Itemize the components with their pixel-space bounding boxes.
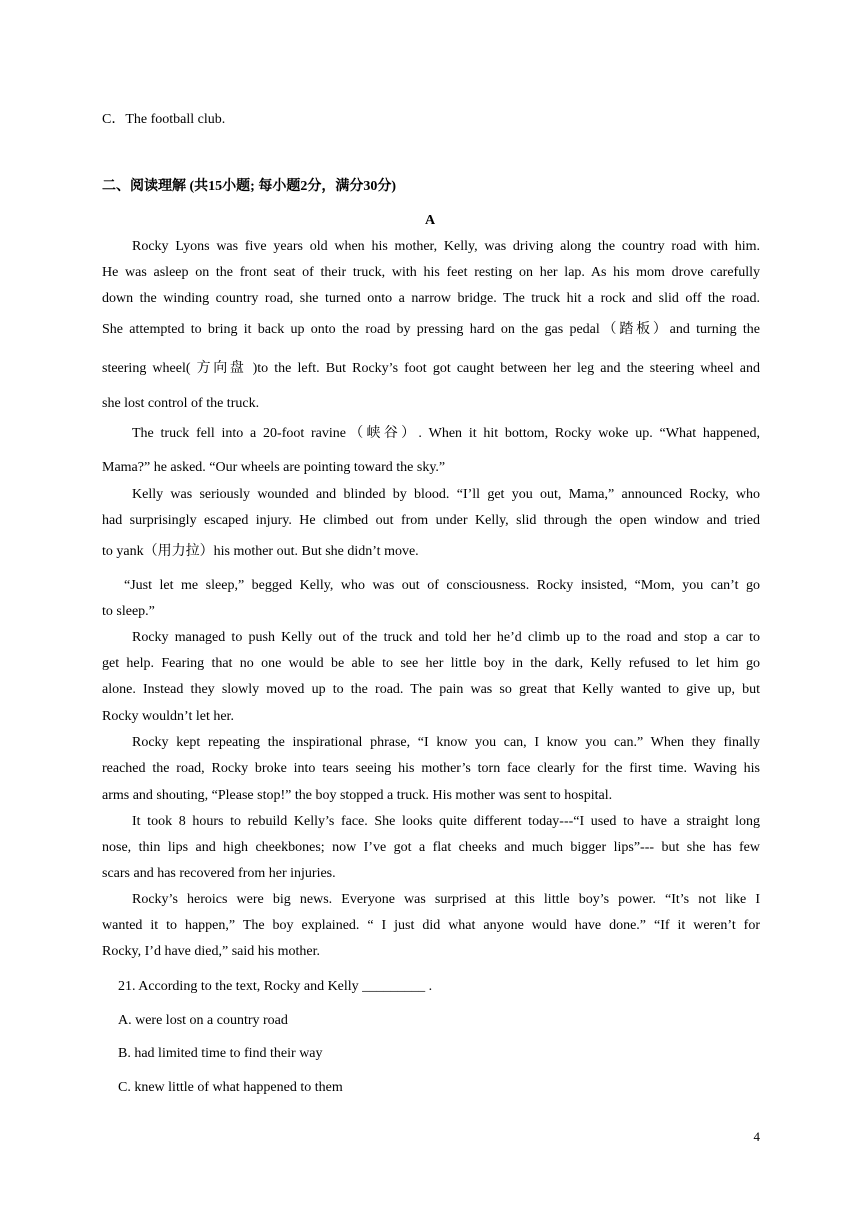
passage-line: she lost control of the truck. xyxy=(102,396,260,411)
option-b: B. had limited time to find their way xyxy=(118,1046,323,1061)
previous-option-c: C．The football club. xyxy=(102,112,226,127)
passage-line: alone. Instead they slowly moved up to the road. The pain was so great that Kelly wanted to give up, but xyxy=(102,682,760,697)
passage-line: Rocky’s heroics were big news. Everyone was surprised at this little boy’s power. “It’s not like I xyxy=(132,892,760,907)
passage-line: reached the road, Rocky broke into tears seeing his mother’s torn face clearly for the first time. Waving his xyxy=(102,761,760,776)
passage-line: get help. Fearing that no one would be able to see her little boy in the dark, Kelly refused to let him go xyxy=(102,656,760,671)
passage-line: arms and shouting, “Please stop!” the boy stopped a truck. His mother was sent to hospital. xyxy=(102,788,613,803)
passage-line: The truck fell into a 20-foot ravine（峡谷）. When it hit bottom, Rocky woke up. “What happened, xyxy=(132,426,760,441)
passage-line: Rocky Lyons was five years old when his mother, Kelly, was driving along the country road with him. xyxy=(132,239,760,254)
passage-line: He was asleep on the front seat of their truck, with his feet resting on her lap. As his mom drove carefully xyxy=(102,265,760,280)
passage-line: “Just let me sleep,” begged Kelly, who was out of consciousness. Rocky insisted, “Mom, you can’t go xyxy=(124,578,760,593)
question-21: 21. According to the text, Rocky and Kelly _________ . xyxy=(118,979,433,994)
passage-line: had surprisingly escaped injury. He climbed out from under Kelly, slid through the open window and tried xyxy=(102,513,760,528)
passage-line: to sleep.” xyxy=(102,604,155,619)
passage-line: Kelly was seriously wounded and blinded by blood. “I’ll get you out, Mama,” announced Rocky, who xyxy=(132,487,760,502)
page-number: 4 xyxy=(753,1129,760,1144)
passage-line: down the winding country road, she turned onto a narrow bridge. The truck hit a rock and slid off the road. xyxy=(102,291,760,306)
passage-line: She attempted to bring it back up onto the road by pressing hard on the gas pedal（踏板）and turning the xyxy=(102,322,760,337)
passage-line: Rocky kept repeating the inspirational phrase, “I know you can, I know you can.” When they finally xyxy=(132,735,760,750)
passage-letter: A xyxy=(424,213,436,228)
option-a: A. were lost on a country road xyxy=(118,1013,288,1028)
passage-line: Mama?” he asked. “Our wheels are pointing toward the sky.” xyxy=(102,460,446,475)
passage-line: steering wheel( 方向盘 )to the left. But Rocky’s foot got caught between her leg and the steering wheel and xyxy=(102,361,760,376)
passage-line: Rocky wouldn’t let her. xyxy=(102,709,234,724)
section-header: 二、阅读理解 (共15小题; 每小题2分，满分30分) xyxy=(102,179,396,194)
passage-line: nose, thin lips and high cheekbones; now I’ve got a flat cheeks and much bigger lips”--- but she has few xyxy=(102,840,760,855)
passage-line: Rocky managed to push Kelly out of the truck and told her he’d climb up to the road and stop a car to xyxy=(132,630,760,645)
passage-line: It took 8 hours to rebuild Kelly’s face. She looks quite different today---“I used to have a straight long xyxy=(132,814,760,829)
passage-line: to yank（用力拉）his mother out. But she didn’t move. xyxy=(102,544,419,559)
option-c: C. knew little of what happened to them xyxy=(118,1080,343,1095)
passage-line: Rocky, I’d have died,” said his mother. xyxy=(102,944,320,959)
passage-line: scars and has recovered from her injuries. xyxy=(102,866,336,881)
passage-line: wanted it to happen,” The boy explained. “ I just did what anyone would have done.” “If it weren’t for xyxy=(102,918,760,933)
